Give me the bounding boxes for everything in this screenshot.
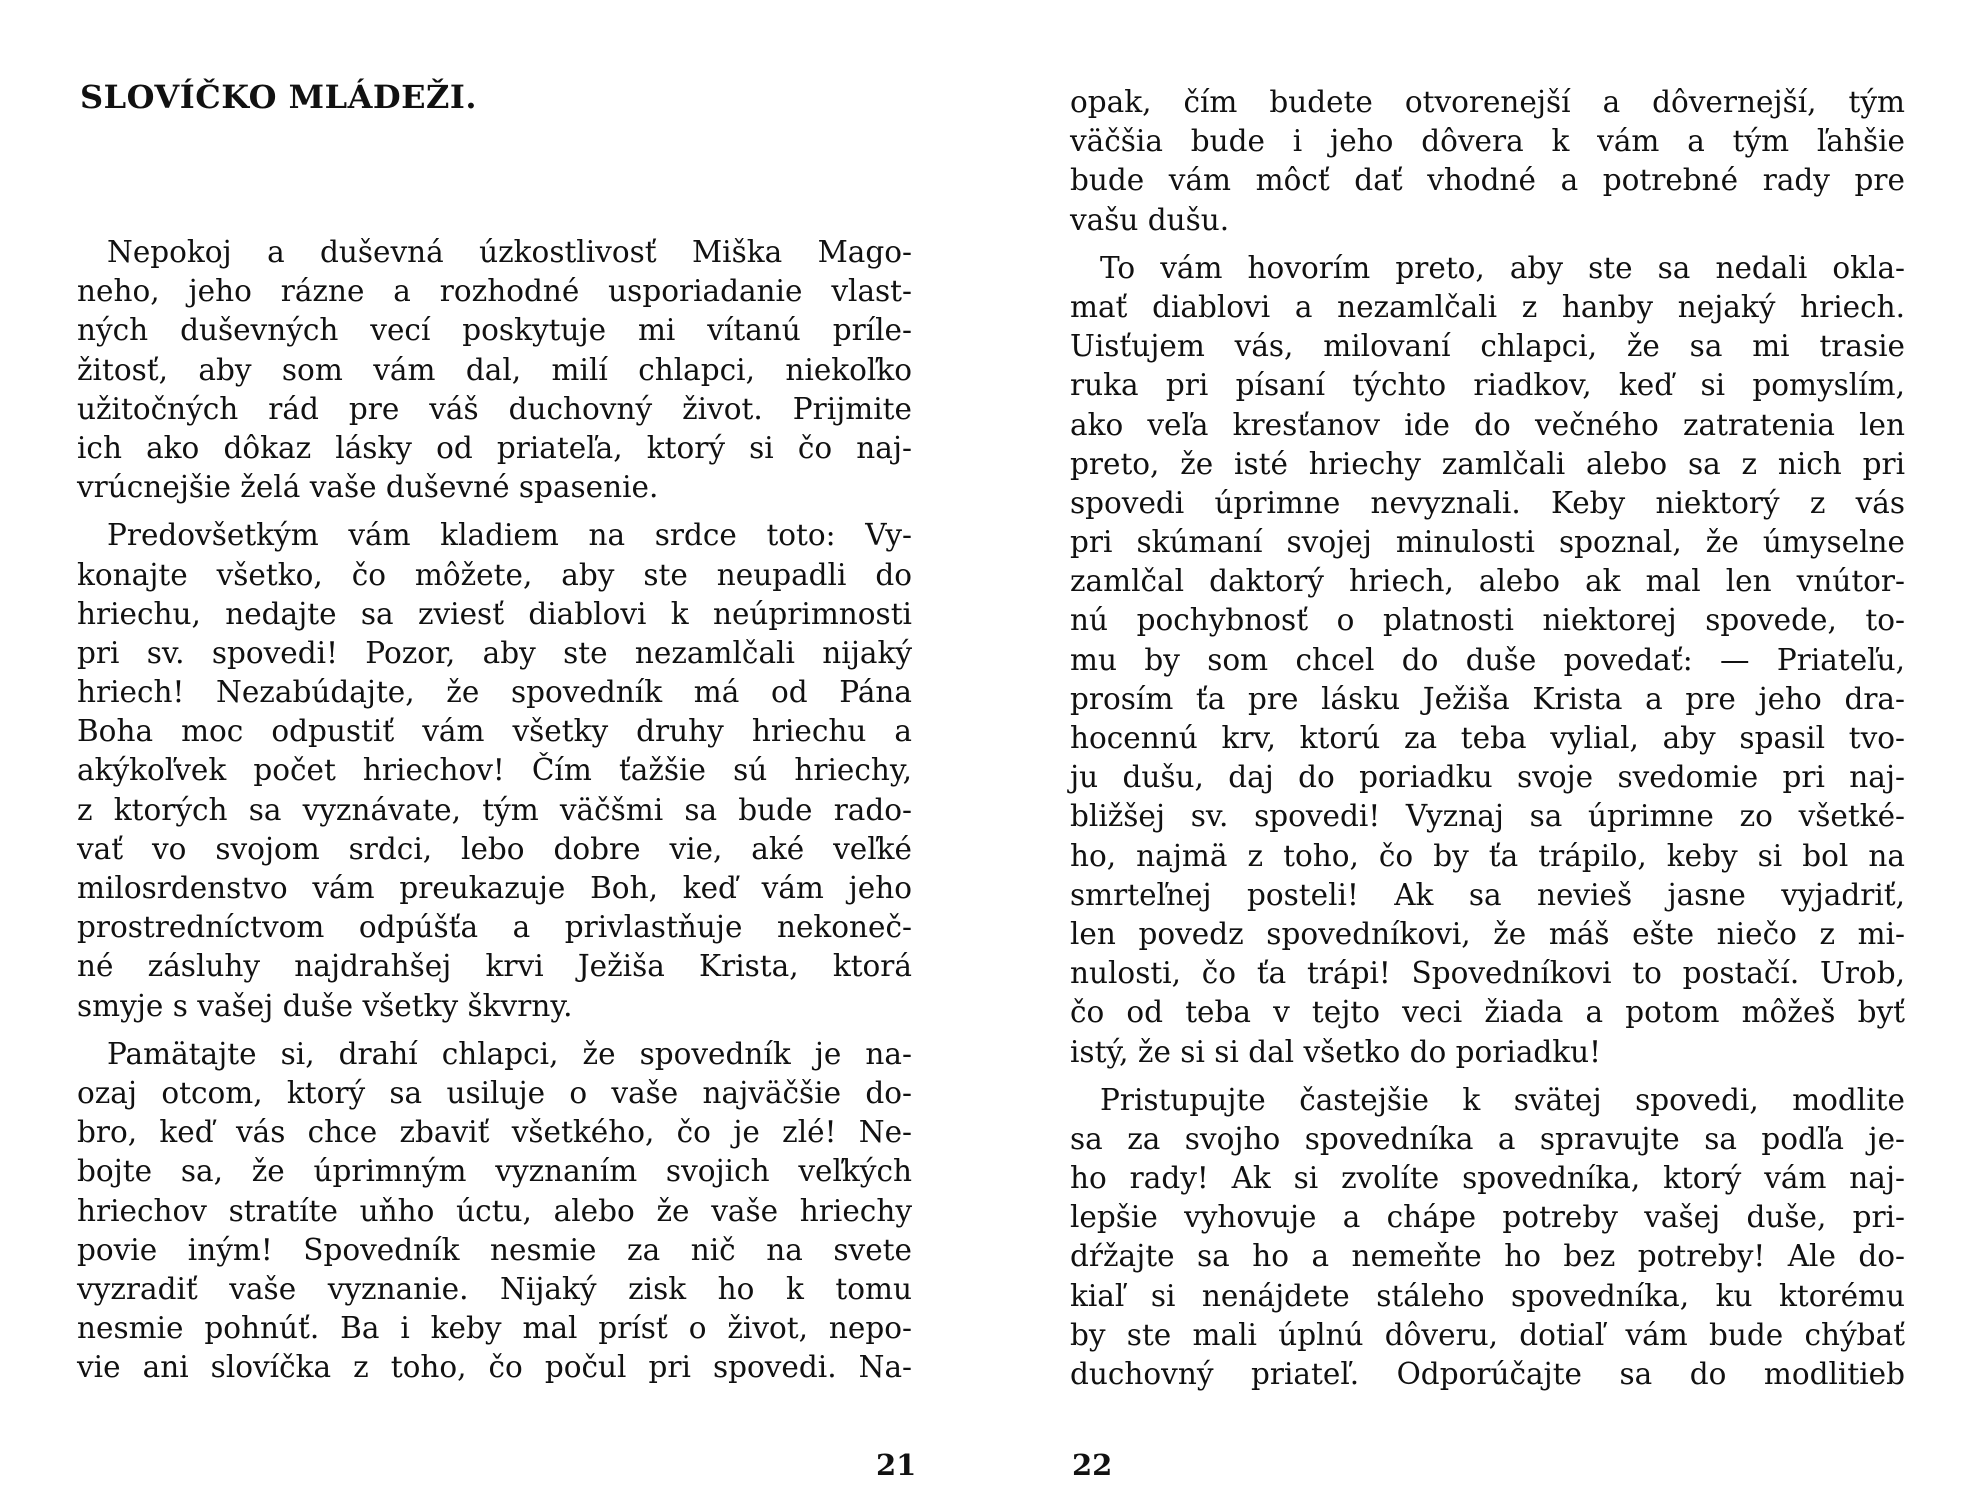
text-line: vyzradiť vaše vyznanie. Nijaký zisk ho k tomu: [77, 1271, 912, 1306]
paragraph: [77, 516, 912, 1025]
left-text-column: [77, 233, 912, 1387]
text-line: preto, že isté hriechy zamlčali alebo sa z nich pri: [1070, 446, 1905, 481]
text-line: konajte všetko, čo môžete, aby ste neupadli do: [77, 557, 912, 592]
text-line: lepšie vyhovuje a chápe potreby vašej duše, pri-: [1070, 1200, 1905, 1235]
text-line: Pamätajte si, drahí chlapci, že spovedník je na-: [107, 1036, 912, 1071]
page-number-right: 22: [1072, 1448, 1113, 1482]
text-line: prostredníctvom odpúšťa a privlastňuje nekoneč-: [77, 910, 912, 945]
text-line: hriechov stratíte uňho úctu, alebo že vaše hriechy: [77, 1193, 912, 1228]
text-line: kiaľ si nenájdete stáleho spovedníka, ku ktorému: [1070, 1278, 1905, 1313]
text-line: nulosti, čo ťa trápi! Spovedníkovi to postačí. Urob,: [1070, 956, 1905, 991]
text-line: Pristupujte častejšie k svätej spovedi, modlite: [1100, 1082, 1905, 1117]
paragraph: [77, 1035, 912, 1388]
text-line: väčšia bude i jeho dôvera k vám a tým ľahšie: [1070, 124, 1905, 159]
text-line: pri sv. spovedi! Pozor, aby ste nezamlčali nijaký: [77, 635, 912, 670]
text-line: milosrdenstvo vám preukazuje Boh, keď vám jeho: [77, 871, 912, 905]
text-line: ich ako dôkaz lásky od priateľa, ktorý si čo naj-: [77, 430, 912, 465]
paragraph: [1070, 249, 1905, 1072]
text-line: Uisťujem vás, milovaní chlapci, že sa mi trasie: [1070, 329, 1905, 364]
text-line: To vám hovorím preto, aby ste sa nedali okla-: [1100, 250, 1905, 285]
text-line: bojte sa, že úprimným vyznaním svojich veľkých: [77, 1154, 912, 1189]
text-line: nú pochybnosť o platnosti niektorej spovede, to-: [1070, 603, 1905, 638]
text-line: smrteľnej posteli! Ak sa nevieš jasne vyjadriť,: [1070, 877, 1905, 912]
text-line: ho rady! Ak si zvolíte spovedníka, ktorý vám naj-: [1070, 1161, 1905, 1196]
text-line: vašu dušu.: [1070, 202, 1230, 237]
chapter-title: SLOVÍČKO MLÁDEŽI.: [80, 78, 478, 116]
text-line: Nepokoj a duševná úzkostlivosť Miška Mago-: [107, 235, 912, 269]
right-page: [985, 0, 1970, 1500]
text-line: Predovšetkým vám kladiem na srdce toto: Vy-: [107, 518, 912, 553]
text-line: vie ani slovíčka z toho, čo počul pri spovedi. Na-: [77, 1350, 912, 1385]
text-line: né zásluhy najdrahšej krvi Ježiša Krista, ktorá: [77, 949, 912, 984]
text-line: žitosť, aby som vám dal, milí chlapci, niekoľko: [77, 352, 912, 387]
text-line: bližšej sv. spovedi! Vyznaj sa úprimne zo všetké-: [1070, 799, 1905, 834]
text-line: mať diablovi a nezamlčali z hanby nejaký hriech.: [1070, 289, 1905, 324]
text-line: len povedz spovedníkovi, že máš ešte niečo z mi-: [1070, 916, 1905, 951]
paragraph: [77, 233, 912, 507]
paragraph: [1070, 83, 1905, 240]
text-line: bro, keď vás chce zbaviť všetkého, čo je zlé! Ne-: [77, 1115, 912, 1150]
text-line: vrúcnejšie želá vaše duševné spasenie.: [77, 470, 659, 505]
text-line: užitočných rád pre váš duchovný život. Prijmite: [77, 391, 912, 426]
text-line: pri skúmaní svojej minulosti spoznal, že úmyselne: [1070, 525, 1905, 560]
text-line: hocennú krv, ktorú za teba vylial, aby spasil tvo-: [1070, 721, 1905, 755]
text-line: duchovný priateľ. Odporúčajte sa do modlitieb: [1070, 1357, 1905, 1391]
text-line: povie iným! Spovedník nesmie za nič na svete: [77, 1232, 912, 1267]
text-line: ozaj otcom, ktorý sa usiluje o vaše najväčšie do-: [77, 1075, 912, 1110]
text-line: ju dušu, daj do poriadku svoje svedomie pri naj-: [1070, 760, 1905, 795]
paragraph: [1070, 1081, 1905, 1395]
text-line: ruka pri písaní týchto riadkov, keď si pomyslím,: [1070, 368, 1905, 403]
text-line: ako veľa kresťanov ide do večného zatratenia len: [1070, 407, 1905, 442]
text-line: prosím ťa pre lásku Ježiša Krista a pre jeho dra-: [1070, 681, 1905, 716]
right-text-column: [1070, 83, 1905, 1394]
text-line: mu by som chcel do duše povedať: — Priateľu,: [1070, 642, 1905, 677]
text-line: hriech! Nezabúdajte, že spovedník má od Pána: [77, 675, 912, 710]
text-line: dŕžajte sa ho a nemeňte ho bez potreby! Ale do-: [1070, 1239, 1905, 1274]
text-line: zamlčal daktorý hriech, alebo ak mal len vnútor-: [1070, 564, 1905, 599]
text-line: akýkoľvek počet hriechov! Čím ťažšie sú hriechy,: [77, 753, 912, 788]
text-line: by ste mali úplnú dôveru, dotiaľ vám bude chýbať: [1070, 1317, 1905, 1352]
text-line: spovedi úprimne nevyznali. Keby niektorý z vás: [1070, 485, 1905, 520]
text-line: bude vám môcť dať vhodné a potrebné rady pre: [1070, 163, 1905, 198]
text-line: opak, čím budete otvorenejší a dôvernejší, tým: [1070, 85, 1905, 119]
text-line: hriechu, nedajte sa zviesť diablovi k neúprimnosti: [77, 596, 912, 631]
text-line: ho, najmä z toho, čo by ťa trápilo, keby si bol na: [1070, 838, 1905, 873]
page-number-left: 21: [876, 1448, 917, 1482]
text-line: neho, jeho rázne a rozhodné usporiadanie vlast-: [77, 274, 912, 309]
text-line: ných duševných vecí poskytuje mi vítanú príle-: [77, 313, 912, 348]
text-line: z ktorých sa vyznávate, tým väčšmi sa bude rado-: [77, 792, 912, 827]
text-line: istý, že si si dal všetko do poriadku!: [1070, 1034, 1602, 1069]
text-line: Boha moc odpustiť vám všetky druhy hriechu a: [77, 714, 912, 749]
text-line: sa za svojho spovedníka a spravujte sa podľa je-: [1070, 1121, 1905, 1156]
text-line: čo od teba v tejto veci žiada a potom môžeš byť: [1070, 995, 1905, 1030]
text-line: smyje s vašej duše všetky škvrny.: [77, 988, 573, 1023]
text-line: vať vo svojom srdci, lebo dobre vie, aké veľké: [77, 831, 912, 866]
text-line: nesmie pohnúť. Ba i keby mal prísť o život, nepo-: [77, 1311, 912, 1346]
